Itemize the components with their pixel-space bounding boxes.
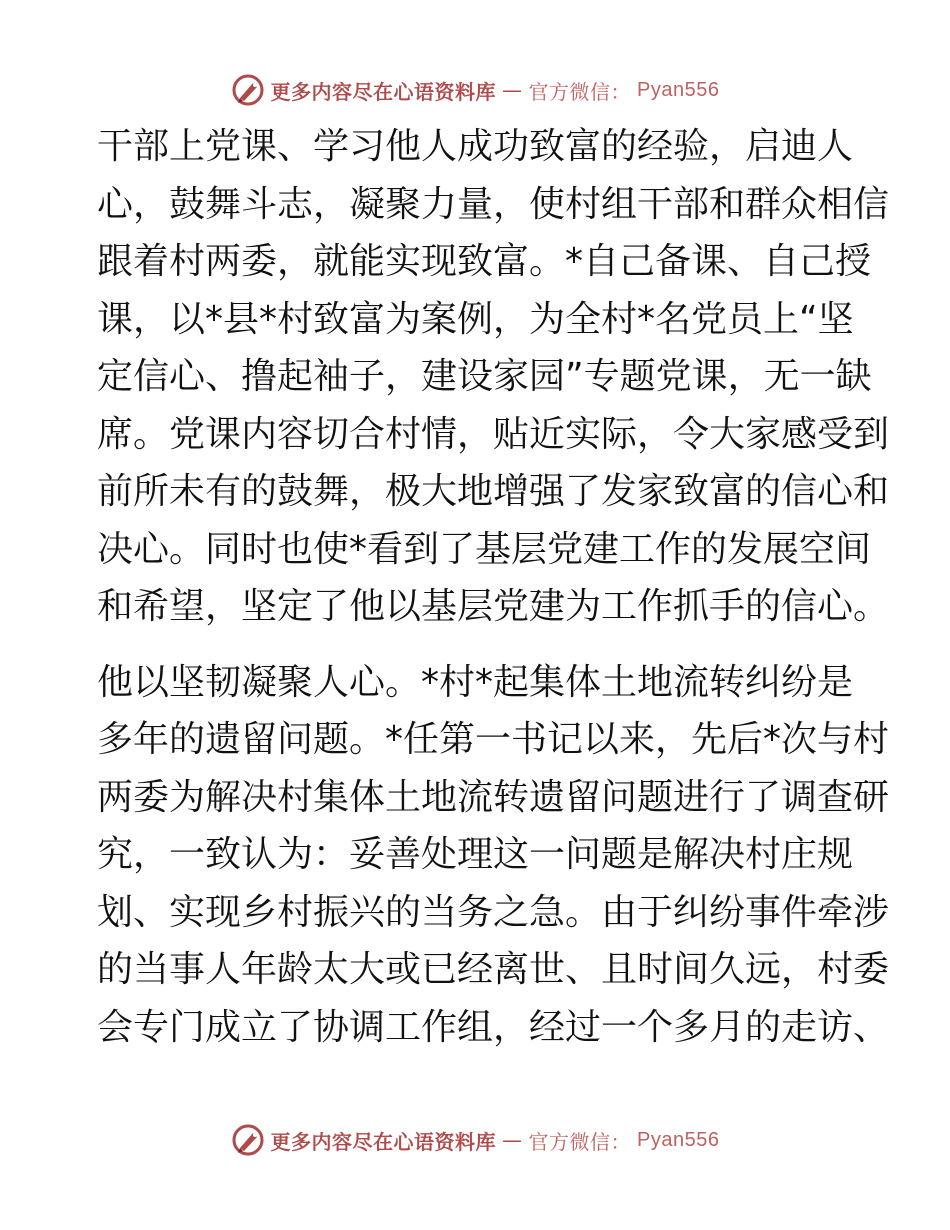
document-body [97, 118, 890, 1056]
text-line: 和希望，坚定了他以基层党建为工作抓手的信心。 [97, 586, 890, 627]
pen-logo-icon [231, 73, 265, 107]
footer-wechat-id: Pyan556 [637, 1128, 720, 1151]
text-line: 前所未有的鼓舞，极大地增强了发家致富的信心和 [97, 471, 890, 512]
text-line: 两委为解决村集体土地流转遗留问题进行了调查研 [97, 776, 890, 818]
text-line: 决心。同时也使*看到了基层党建工作的发展空间 [97, 528, 872, 570]
text-line: 课，以*县*村致富为案例，为全村*名党员上“坚 [97, 298, 854, 340]
text-line: 会专门成立了协调工作组，经过一个多月的走访、 [97, 1006, 890, 1048]
paragraph-2 [97, 654, 890, 1057]
header-banner-content [231, 73, 720, 107]
text-line: 的当事人年龄太大或已经离世、且时间久远，村委 [97, 949, 890, 990]
paragraph-gap [97, 636, 867, 654]
footer-banner-text: 更多内容尽在心语资料库 [270, 1129, 497, 1154]
text-line: 究，一致认为：妥善处理这一问题是解决村庄规 [97, 834, 854, 875]
header-wechat-label: 官方微信： [528, 79, 632, 104]
text-line: 席。党课内容切合村情，贴近实际，令大家感受到 [97, 413, 890, 455]
footer-banner-content [231, 1123, 720, 1157]
text-line: 干部上党课、学习他人成功致富的经验，启迪人 [97, 126, 854, 167]
paragraph-1 [97, 118, 890, 636]
text-line: 多年的遗留问题。*任第一书记以来，先后*次与村 [97, 719, 890, 760]
text-line: 划、实现乡村振兴的当务之急。由于纠纷事件牵涉 [97, 891, 890, 933]
text-line: 心，鼓舞斗志，凝聚力量，使村组干部和群众相信 [97, 183, 890, 225]
text-line: 定信心、撸起袖子，建设家园”专题党课，无一缺 [97, 356, 872, 397]
footer-wechat-label: 官方微信： [528, 1129, 632, 1154]
footer-banner-dash: — [502, 1128, 523, 1152]
text-line: 跟着村两委，就能实现致富。*自己备课、自己授 [97, 241, 872, 282]
text-line: 他以坚韧凝聚人心。*村*起集体土地流转纠纷是 [97, 661, 854, 703]
footer-banner [0, 1120, 950, 1160]
header-banner [0, 70, 950, 110]
pen-logo-icon [231, 1123, 265, 1157]
header-banner-dash: — [502, 78, 523, 102]
header-banner-text: 更多内容尽在心语资料库 [270, 79, 497, 104]
header-wechat-id: Pyan556 [637, 78, 720, 101]
